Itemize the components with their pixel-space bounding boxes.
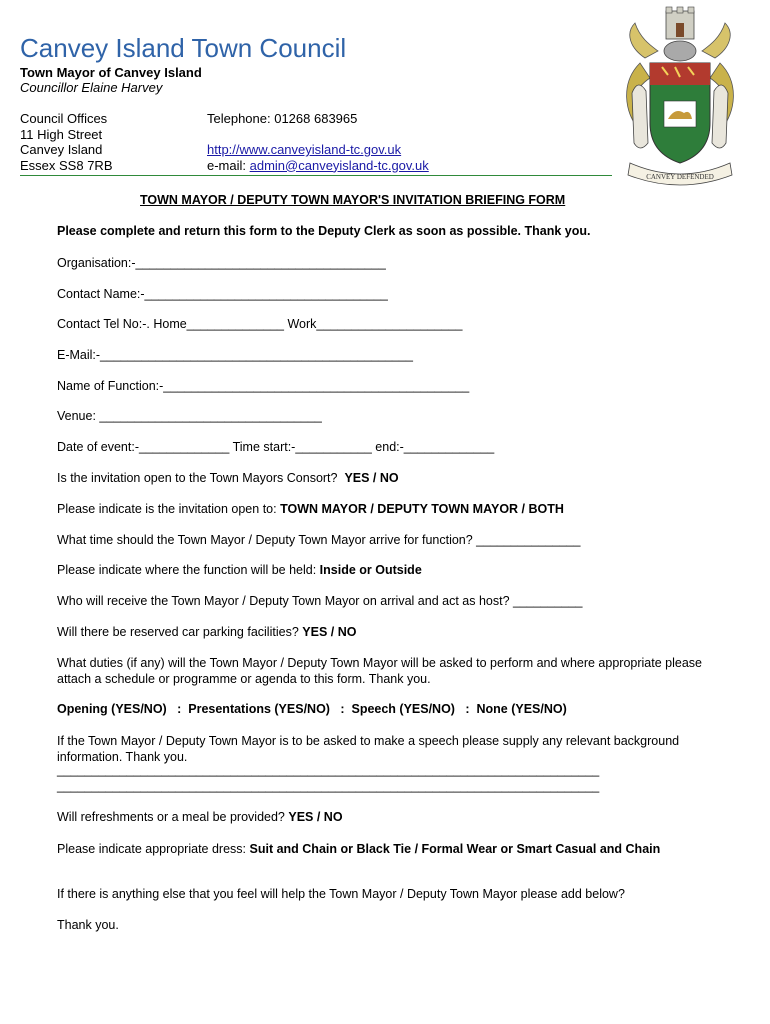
consort-question: [57, 471, 399, 485]
organisation-field[interactable]: Organisation:-____________________________________: [57, 256, 386, 270]
duties-options[interactable]: Opening (YES/NO) : Presentations (YES/NO) : Speech (YES/NO) : None (YES/NO): [57, 702, 567, 716]
held-options[interactable]: Inside or Outside: [319, 563, 422, 577]
dress-question: [57, 841, 717, 857]
date-time-field[interactable]: Date of event:-_____________ Time start:-___________ end:-_____________: [57, 440, 495, 454]
header-divider: [20, 175, 612, 176]
website-link[interactable]: http://www.canveyisland-tc.gov.uk: [207, 142, 402, 157]
address-line: Council Offices: [20, 111, 108, 126]
coat-of-arms-icon: [620, 3, 740, 193]
contact-name-field[interactable]: Contact Name:-___________________________________: [57, 287, 388, 301]
arrive-time-field[interactable]: What time should the Town Mayor / Deputy Town Mayor arrive for function? _______________: [57, 533, 581, 547]
refreshments-options[interactable]: YES / NO: [288, 810, 343, 824]
telephone: Telephone: 01268 683965: [207, 111, 358, 126]
contact-block: [207, 111, 429, 173]
blank-answer-line[interactable]: ______________________________________________________________________________: [57, 763, 600, 777]
refreshments-question: [57, 810, 343, 824]
email-label: e-mail:: [207, 157, 250, 173]
council-name: Canvey Island Town Council: [20, 33, 347, 63]
open-to-question-text: Please indicate is the invitation open to:: [57, 502, 277, 516]
contact-tel-field[interactable]: Contact Tel No:-. Home______________ Work_____________________: [57, 317, 463, 331]
open-to-question: [57, 502, 564, 516]
address-line: Essex SS8 7RB: [20, 157, 113, 173]
thank-you-text: Thank you.: [57, 918, 119, 932]
anything-else-question: If there is anything else that you feel will help the Town Mayor / Deputy Town Mayor please add below?: [57, 887, 625, 901]
open-to-options[interactable]: TOWN MAYOR / DEPUTY TOWN MAYOR / BOTH: [280, 502, 564, 516]
held-question-text: Please indicate where the function will be held:: [57, 563, 317, 577]
email-link[interactable]: admin@canveyisland-tc.gov.uk: [249, 157, 429, 173]
councillor-name: Councillor Elaine Harvey: [20, 80, 163, 95]
form-intro: Please complete and return this form to the Deputy Clerk as soon as possible. Thank you.: [57, 224, 591, 238]
duties-question: What duties (if any) will the Town Mayor / Deputy Town Mayor will be asked to perform and where appropriate please attach a schedule or programme or agenda to this form. Thank you.: [57, 656, 702, 686]
dress-options[interactable]: Suit and Chain or Black Tie / Formal Wear or Smart Casual and Chain: [249, 842, 661, 856]
parking-question-text: Will there be reserved car parking facilities?: [57, 625, 299, 639]
address-block: [20, 111, 113, 173]
held-question: [57, 563, 422, 577]
parking-question: [57, 625, 356, 639]
blank-answer-line[interactable]: ______________________________________________________________________________: [57, 779, 600, 793]
consort-options[interactable]: YES / NO: [344, 471, 399, 485]
mayor-title: Town Mayor of Canvey Island: [20, 65, 202, 80]
crest-motto: CANVEY DEFENDED: [646, 173, 714, 181]
dress-question-text: Please indicate appropriate dress:: [57, 842, 247, 856]
form-title: TOWN MAYOR / DEPUTY TOWN MAYOR'S INVITATION BRIEFING FORM: [140, 193, 566, 207]
function-name-field[interactable]: Name of Function:-____________________________________________: [57, 379, 470, 393]
parking-options[interactable]: YES / NO: [302, 625, 357, 639]
address-line: 11 High Street: [20, 126, 103, 142]
address-line: Canvey Island: [20, 142, 103, 157]
consort-question-text: Is the invitation open to the Town Mayors Consort?: [57, 471, 338, 485]
venue-field[interactable]: Venue: ________________________________: [57, 409, 322, 423]
refreshments-question-text: Will refreshments or a meal be provided?: [57, 810, 285, 824]
email-field[interactable]: E-Mail:-_____________________________________________: [57, 348, 413, 362]
speech-info-question: If the Town Mayor / Deputy Town Mayor is to be asked to make a speech please supply any relevant background information. Thank you.: [57, 734, 680, 764]
receive-host-field[interactable]: Who will receive the Town Mayor / Deputy Town Mayor on arrival and act as host? __________: [57, 594, 583, 608]
